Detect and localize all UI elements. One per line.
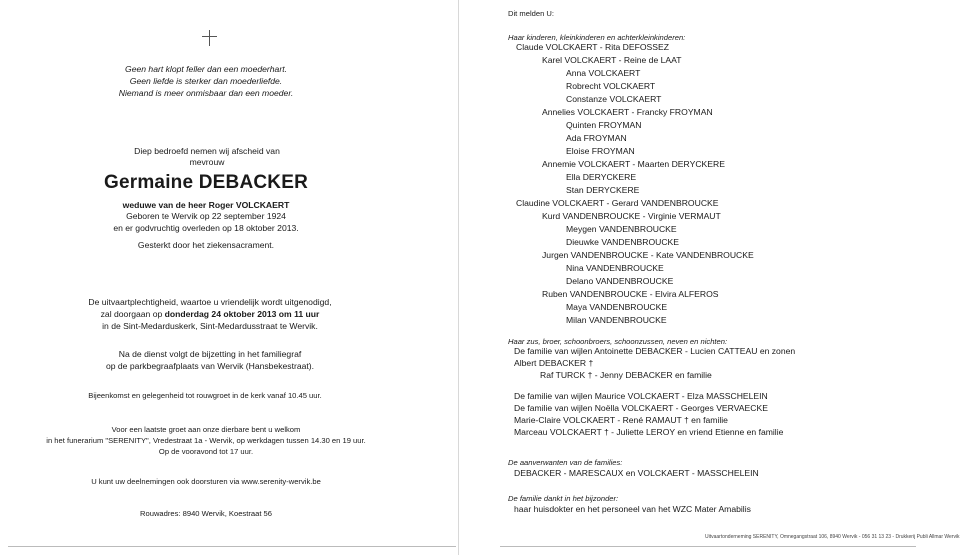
poem-line-3: Niemand is meer onmisbaar dan een moeder. (118, 88, 294, 98)
poem-line-1: Geen hart klopt feller dan een moederhart. (125, 64, 287, 74)
funeral-line-2-text: zal doorgaan op (100, 309, 165, 319)
children-heading: Haar kinderen, kleinkinderen en achterkleinkinderen: (508, 33, 686, 42)
sibling-line: De familie van wijlen Noëlla VOLCKAERT - Georges VERVAECKE (514, 403, 768, 413)
deceased-name: Germaine DEBACKER (103, 172, 309, 193)
family-line: Dieuwke VANDENBROUCKE (566, 237, 680, 247)
family-line: Delano VANDENBROUCKE (566, 276, 674, 286)
visit-line-3: Op de vooravond tot 17 uur. (158, 447, 254, 456)
burial-line-1: Na de dienst volgt de bijzetting in het familiegraf (118, 349, 302, 359)
family-line: Ruben VANDENBROUCKE - Elvira ALFEROS (542, 289, 719, 299)
funeral-line-1: De uitvaartplechtigheid, waartoe u vriendelijk wordt uitgenodigd, (88, 297, 332, 307)
widow-line: weduwe van de heer Roger VOLCKAERT (122, 200, 290, 210)
sibling-line: Marceau VOLCKAERT † - Juliette LEROY en vriend Etienne en familie (514, 427, 784, 437)
family-line: Meygen VANDENBROUCKE (566, 224, 677, 234)
related-line: DEBACKER - MARESCAUX en VOLCKAERT - MASSCHELEIN (514, 468, 759, 478)
thanks-heading: De familie dankt in het bijzonder: (508, 494, 619, 503)
family-line: Ada FROYMAN (566, 133, 627, 143)
related-heading: De aanverwanten van de families: (508, 458, 623, 467)
right-page (460, 0, 960, 555)
sibling-line: Marie-Claire VOLCKAERT - René RAMAUT † en familie (514, 415, 728, 425)
family-line: Jurgen VANDENBROUCKE - Kate VANDENBROUCKE (542, 250, 754, 260)
announcement-header: Dit melden U: (508, 9, 555, 18)
siblings-heading: Haar zus, broer, schoonbroers, schoonzussen, neven en nichten: (508, 337, 728, 346)
condolences-line: U kunt uw deelnemingen ook doorsturen via www.serenity-wervik.be (91, 477, 321, 486)
printer-footer: Uitvaartonderneming SERENITY, Omnegangstraat 106, 8940 Wervik - 056 31 13 23 - Drukkerij Publi Allmar Wervik (705, 534, 960, 540)
family-line: Annemie VOLCKAERT - Maarten DERYCKERE (542, 159, 725, 169)
sibling-line: Albert DEBACKER † (514, 358, 594, 368)
funeral-line-3: in de Sint-Medarduskerk, Sint-Medardusstraat te Wervik. (102, 321, 318, 331)
born-line: Geboren te Wervik op 22 september 1924 (126, 211, 286, 221)
sibling-line: De familie van wijlen Maurice VOLCKAERT - Elza MASSCHELEIN (514, 391, 768, 401)
visit-line-1: Voor een laatste groet aan onze dierbare bent u welkom (111, 425, 301, 434)
bottom-rule-left (8, 546, 456, 547)
funeral-date: donderdag 24 oktober 2013 om 11 uur (164, 309, 320, 319)
died-line: en er godvruchtig overleden op 18 oktober 2013. (113, 223, 299, 233)
intro-line-1: Diep bedroefd nemen wij afscheid van (134, 146, 280, 156)
sacrament-line: Gesterkt door het ziekensacrament. (137, 240, 275, 250)
sibling-line: Raf TURCK † - Jenny DEBACKER en familie (540, 370, 712, 380)
family-line: Karel VOLCKAERT - Reine de LAAT (542, 55, 682, 65)
family-line: Eloise FROYMAN (566, 146, 635, 156)
family-line: Robrecht VOLCKAERT (566, 81, 656, 91)
bottom-rule-right (500, 546, 916, 547)
page-fold (458, 0, 459, 555)
family-line: Claudine VOLCKAERT - Gerard VANDENBROUCKE (516, 198, 719, 208)
family-line: Stan DERYCKERE (566, 185, 640, 195)
family-line: Milan VANDENBROUCKE (566, 315, 667, 325)
family-line: Quinten FROYMAN (566, 120, 642, 130)
cross-icon (202, 30, 217, 46)
family-line: Ella DERYCKERE (566, 172, 637, 182)
family-line: Nina VANDENBROUCKE (566, 263, 664, 273)
sibling-line: De familie van wijlen Antoinette DEBACKER - Lucien CATTEAU en zonen (514, 346, 796, 356)
gathering-line: Bijeenkomst en gelegenheid tot rouwgroet in de kerk vanaf 10.45 uur. (88, 391, 322, 400)
family-line: Anna VOLCKAERT (566, 68, 641, 78)
burial-line-2: op de parkbegraafplaats van Wervik (Hansbekestraat). (105, 361, 315, 371)
family-line: Annelies VOLCKAERT - Francky FROYMAN (542, 107, 713, 117)
address-line: Rouwadres: 8940 Wervik, Koestraat 56 (140, 509, 272, 518)
left-page (0, 0, 458, 555)
family-line: Maya VANDENBROUCKE (566, 302, 668, 312)
poem-line-2: Geen liefde is sterker dan moederliefde. (129, 76, 283, 86)
funeral-line-2 (101, 309, 320, 320)
thanks-line: haar huisdokter en het personeel van het WZC Mater Amabilis (514, 504, 751, 514)
family-line: Kurd VANDENBROUCKE - Virginie VERMAUT (542, 211, 721, 221)
family-line: Claude VOLCKAERT - Rita DEFOSSEZ (516, 42, 669, 52)
visit-line-2: in het funerarium "SERENITY", Vredestraat 1a - Wervik, op werkdagen tussen 14.30 en 19 uur. (46, 436, 366, 445)
intro-line-2: mevrouw (189, 157, 225, 167)
family-line: Constanze VOLCKAERT (566, 94, 662, 104)
